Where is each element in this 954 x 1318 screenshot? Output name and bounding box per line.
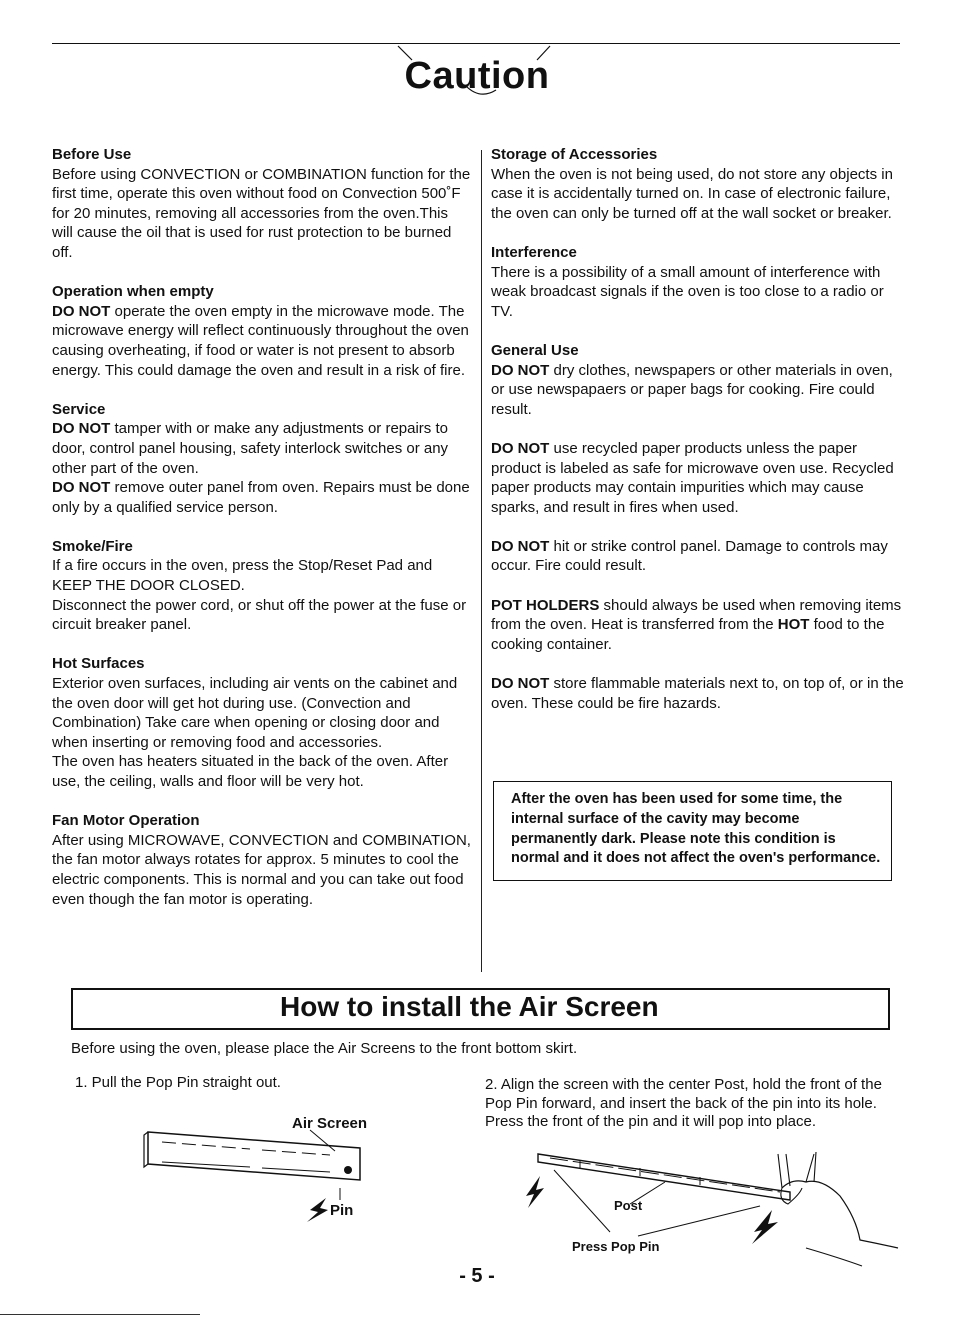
paragraph-tail: food to the cooking container.: [491, 616, 885, 653]
paragraph-text: hit or strike control panel. Damage to controls may occur. Fire could result.: [491, 537, 888, 575]
paragraph: [491, 537, 909, 576]
paragraph-text: use recycled paper products unless the paper product is labeled as safe for microwave oven use. Recycled paper products may contain impurities which may cause sparks, and result in fires when used.: [491, 439, 894, 516]
section-title: General Use: [491, 341, 579, 359]
paragraph-lead: DO NOT: [491, 675, 550, 693]
page-title: Caution: [404, 55, 550, 97]
install-intro: Before using the oven, please place the Air Screens to the front bottom skirt.: [71, 1040, 578, 1057]
paragraph: [491, 165, 909, 224]
paragraph: [52, 556, 472, 595]
paragraph: [491, 596, 909, 655]
paragraph-text: operate the oven empty in the microwave mode. The microwave energy will reflect continuously throughout the oven causing overheating, if food or water is not present to absorb energy. This could damage the oven and result in a risk of fire.: [52, 302, 469, 379]
paragraph-lead: DO NOT: [491, 537, 550, 555]
bottom-rule: [0, 1314, 200, 1315]
paragraph-lead: DO NOT: [491, 361, 550, 379]
paragraph-lead: POT HOLDERS: [491, 596, 600, 614]
paragraph-bold-word: HOT: [777, 616, 810, 634]
air-screen-illustration: [140, 1118, 400, 1228]
section: [52, 537, 472, 635]
paragraph-text: tamper with or make any adjustments or repairs to door, control panel housing, safety interlock switches or any other part of the oven.: [52, 420, 449, 477]
paragraph-lead: DO NOT: [52, 420, 111, 438]
paragraph: [52, 478, 472, 517]
section-title: Service: [52, 400, 106, 418]
paragraph-text: After using MICROWAVE, CONVECTION and COMBINATION, the fan motor always rotates for approx. 5 minutes to cool the electric components. This is normal and you can take out food even though the fan motor is operating.: [52, 831, 471, 908]
section-title: Storage of Accessories: [491, 146, 658, 163]
section: [52, 811, 472, 909]
section: [52, 400, 472, 518]
install-heading: How to install the Air Screen: [280, 991, 659, 1022]
paragraph-text: dry clothes, newspapers or other materials in oven, or use newspapaers or paper bags for cooking. Fire could result.: [491, 361, 893, 418]
paragraph: [491, 263, 909, 322]
left-column: [52, 145, 472, 929]
section-title: Operation when empty: [52, 283, 214, 301]
label-press-pop-pin: Press Pop Pin: [572, 1239, 660, 1254]
paragraph-text: remove outer panel from oven. Repairs must be done only by a qualified service person.: [52, 479, 470, 516]
paragraph: [52, 419, 472, 478]
paragraph-text: store flammable materials next to, on top of, or in the oven. These could be fire hazards.: [491, 675, 904, 712]
label-air-screen: Air Screen: [292, 1115, 368, 1132]
paragraph-lead: DO NOT: [52, 479, 111, 497]
install-illustration: [510, 1148, 910, 1278]
paragraph: [52, 302, 472, 380]
install-step-2: 2. Align the screen with the center Post, hold the front of the Pop Pin forward, and insert the back of the pin into its hole. Press the front of the pin and it will pop into place.: [485, 1076, 882, 1131]
title-decoration-icon: [0, 0, 954, 120]
paragraph: [491, 439, 909, 517]
paragraph-text: When the oven is not being used, do not store any objects in case it is accidentally turned on. In case of electronic failure, the oven can only be turned off at the wall socket or breaker.: [491, 165, 893, 222]
section-title: Hot Surfaces: [52, 655, 145, 673]
section-title: Fan Motor Operation: [52, 812, 200, 830]
paragraph-lead: DO NOT: [491, 439, 550, 457]
paragraph: [52, 752, 472, 791]
paragraph-text: Before using CONVECTION or COMBINATION function for the first time, operate this oven without food on Convection 500˚F for 20 minutes, removing all accessories from the oven.This will cause the oil that is used for rust protection to be burned off.: [52, 165, 471, 261]
section-title: Smoke/Fire: [52, 537, 133, 555]
section: [52, 282, 472, 380]
section: [491, 243, 909, 321]
install-step-1: 1. Pull the Pop Pin straight out.: [75, 1074, 281, 1091]
section-title: Before Use: [52, 146, 132, 163]
page-number: - 5 -: [459, 1265, 495, 1287]
section-title: Interference: [491, 243, 577, 261]
paragraph-text: The oven has heaters situated in the back of the oven. After use, the ceiling, walls and floor will be very hot.: [52, 753, 449, 790]
paragraph-lead: DO NOT: [52, 302, 111, 320]
paragraph: [491, 674, 909, 713]
section: [52, 654, 472, 791]
right-column: [491, 145, 909, 733]
paragraph: [52, 165, 472, 263]
notice-box: After the oven has been used for some time, the internal surface of the cavity may become permanently dark. Please note this condition is normal and it does not affect the oven's performance.: [493, 781, 892, 881]
paragraph: [491, 361, 909, 420]
paragraph-text: There is a possibility of a small amount of interference with weak broadcast signals if the oven is too close to a radio or TV.: [491, 263, 884, 320]
paragraph-text: Exterior oven surfaces, including air vents on the cabinet and the oven door will get hot during use. (Convection and Combination) Take care when opening or closing door and when inserting or removing food and accessories.: [52, 675, 458, 751]
paragraph: [52, 831, 472, 909]
label-post: Post: [614, 1198, 643, 1213]
column-divider: [481, 150, 482, 972]
paragraph: [52, 674, 472, 752]
label-pin: Pin: [330, 1202, 354, 1219]
section: [491, 341, 909, 713]
paragraph-text: should always be used when removing items from the oven. Heat is transferred from the: [491, 596, 902, 634]
paragraph-text: Disconnect the power cord, or shut off the power at the fuse or circuit breaker panel.: [52, 596, 467, 634]
section: [491, 145, 909, 223]
paragraph: [52, 596, 472, 635]
section: [52, 145, 472, 263]
paragraph-text: If a fire occurs in the oven, press the Stop/Reset Pad and KEEP THE DOOR CLOSED.: [52, 557, 433, 595]
